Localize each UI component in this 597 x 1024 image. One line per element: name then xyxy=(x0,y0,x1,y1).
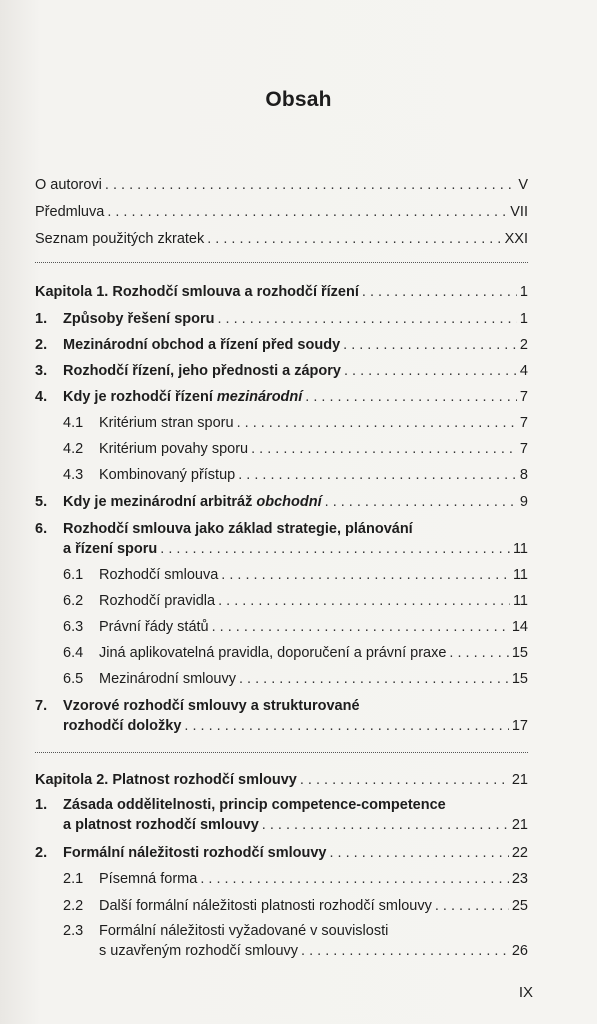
leader-dots xyxy=(305,388,517,406)
toc-entry-label: rozhodčí doložky xyxy=(63,718,182,734)
toc-entry xyxy=(35,487,528,511)
toc-entry xyxy=(35,382,528,406)
toc-entry-label: Formální náležitosti vyžadované v souvislosti xyxy=(99,923,389,939)
toc-entry xyxy=(35,330,528,354)
toc-entry xyxy=(35,838,528,862)
toc-entry xyxy=(63,711,528,735)
toc-entry-number: 2.1 xyxy=(63,871,84,887)
toc-entry xyxy=(35,224,528,248)
toc-entry-label: Další formální náležitosti platnosti rozhodčí smlouvy xyxy=(99,898,432,914)
toc-page-number: 8 xyxy=(519,467,528,483)
toc-page-number: 2 xyxy=(519,337,528,353)
toc-page-number: 15 xyxy=(511,645,528,661)
toc-entry xyxy=(35,356,528,380)
toc-entry xyxy=(35,197,528,221)
leader-dots xyxy=(325,493,517,511)
leader-dots xyxy=(207,230,501,248)
toc-subentry xyxy=(99,936,528,960)
leader-dots xyxy=(221,566,510,584)
leader-dots xyxy=(238,466,517,484)
toc-entry-number: 2.3 xyxy=(63,923,84,939)
toc-entry-label: Rozhodčí pravidla xyxy=(99,593,216,609)
section-divider xyxy=(35,752,528,753)
toc-subentry xyxy=(63,664,528,688)
toc-page-number: 9 xyxy=(519,494,528,510)
toc-page-number: 7 xyxy=(519,415,528,431)
leader-dots xyxy=(107,203,507,221)
toc-entry-label: Kapitola 1. Rozhodčí smlouva a rozhodčí řízení xyxy=(35,284,359,300)
toc-entry-label: Seznam použitých zkratek xyxy=(35,231,205,247)
toc-entry-number: 7. xyxy=(35,698,48,714)
toc-subentry xyxy=(63,408,528,432)
toc-subentry xyxy=(63,891,528,915)
toc-page-number: 26 xyxy=(511,943,528,959)
leader-dots xyxy=(184,717,508,735)
toc-entry-number: 4.2 xyxy=(63,441,84,457)
leader-dots xyxy=(237,414,517,432)
toc-subentry xyxy=(63,612,528,636)
leader-dots xyxy=(251,440,517,458)
toc-entry-label: Předmluva xyxy=(35,204,105,220)
toc-page-number: 25 xyxy=(511,898,528,914)
toc-page-number: 1 xyxy=(519,311,528,327)
toc-page-number: 22 xyxy=(511,845,528,861)
toc-subentry xyxy=(63,864,528,888)
toc-entry-label: Rozhodčí smlouva jako základ strategie, plánování xyxy=(63,521,413,537)
toc-entry-number: 2. xyxy=(35,337,48,353)
toc-page-number: 1 xyxy=(519,284,528,300)
toc-entry-label: Kritérium povahy sporu xyxy=(99,441,249,457)
toc-subentry xyxy=(63,434,528,458)
toc-entry-label: Mezinárodní obchod a řízení před soudy xyxy=(63,337,341,353)
toc-entry-label: Kombinovaný přístup xyxy=(99,467,236,483)
toc-page-number: 23 xyxy=(511,871,528,887)
toc-entry-label: Formální náležitosti rozhodčí smlouvy xyxy=(63,845,327,861)
toc-page-number: 11 xyxy=(512,541,528,557)
leader-dots xyxy=(329,844,508,862)
toc-entry-label: Rozhodčí řízení, jeho přednosti a zápory xyxy=(63,363,341,379)
leader-dots xyxy=(105,176,515,194)
toc-page-number: 4 xyxy=(519,363,528,379)
toc-entry-number: 4. xyxy=(35,389,48,405)
toc-entry-label: Jiná aplikovatelná pravidla, doporučení a právní praxe xyxy=(99,645,447,661)
toc-entry-number: 6.1 xyxy=(63,567,84,583)
toc-page-number: 17 xyxy=(511,718,528,734)
toc-entry-number: 6.3 xyxy=(63,619,84,635)
toc-entry-number: 1. xyxy=(35,797,48,813)
toc-entry-number: 6.2 xyxy=(63,593,84,609)
toc-entry-label: Kdy je rozhodčí řízení mezinárodní xyxy=(63,389,303,405)
toc-entry-number: 4.3 xyxy=(63,467,84,483)
toc-entry-label: Písemná forma xyxy=(99,871,198,887)
leader-dots xyxy=(262,816,509,834)
toc-page-number: VII xyxy=(510,204,528,220)
leader-dots xyxy=(239,670,509,688)
toc-page-number: 21 xyxy=(511,817,528,833)
leader-dots xyxy=(343,336,517,354)
leader-dots xyxy=(212,618,509,636)
toc-entry-label: Právní řády států xyxy=(99,619,209,635)
toc-chapter-heading xyxy=(35,277,528,301)
toc-entry-number: 6.4 xyxy=(63,645,84,661)
toc-entry-label: Kdy je mezinárodní arbitráž obchodní xyxy=(63,494,322,510)
toc-page-number: 7 xyxy=(519,441,528,457)
toc-subentry xyxy=(63,586,528,610)
toc-entry-label: Kritérium stran sporu xyxy=(99,415,234,431)
toc-entry-number: 3. xyxy=(35,363,48,379)
toc-chapter-heading xyxy=(35,765,528,789)
toc-page-number: 15 xyxy=(511,671,528,687)
toc-entry-label: a platnost rozhodčí smlouvy xyxy=(63,817,259,833)
toc-page-number: 14 xyxy=(511,619,528,635)
toc-entry-label: O autorovi xyxy=(35,177,102,193)
toc-subentry xyxy=(63,638,528,662)
toc-subentry xyxy=(63,460,528,484)
leader-dots xyxy=(344,362,517,380)
leader-dots xyxy=(435,897,509,915)
leader-dots xyxy=(200,870,509,888)
toc-entry-number: 1. xyxy=(35,311,48,327)
leader-dots xyxy=(160,540,510,558)
toc-entry-label: Mezinárodní smlouvy xyxy=(99,671,236,687)
page-title: Obsah xyxy=(265,88,332,111)
toc-subentry xyxy=(63,560,528,584)
toc-page-number: 11 xyxy=(512,567,528,583)
section-divider xyxy=(35,262,528,263)
leader-dots xyxy=(449,644,508,662)
toc-page-number: V xyxy=(518,177,528,193)
toc-entry-label: Vzorové rozhodčí smlouvy a strukturované xyxy=(63,698,360,714)
leader-dots xyxy=(300,771,509,789)
leader-dots xyxy=(301,942,509,960)
toc-entry xyxy=(63,810,528,834)
toc-entry-label: Způsoby řešení sporu xyxy=(63,311,215,327)
leader-dots xyxy=(218,592,510,610)
toc-entry xyxy=(35,304,528,328)
toc-page-number: 21 xyxy=(511,772,528,788)
toc-entry xyxy=(35,170,528,194)
toc-entry-number: 6. xyxy=(35,521,48,537)
toc-entry xyxy=(63,534,528,558)
toc-page-number: 7 xyxy=(519,389,528,405)
toc-entry-number: 6.5 xyxy=(63,671,84,687)
toc-entry-label: Rozhodčí smlouva xyxy=(99,567,219,583)
leader-dots xyxy=(362,283,517,301)
page-number-folio: IX xyxy=(518,984,533,1001)
toc-entry-label: s uzavřeným rozhodčí smlouvy xyxy=(99,943,299,959)
toc-entry-label: a řízení sporu xyxy=(63,541,158,557)
toc-entry-number: 5. xyxy=(35,494,48,510)
toc-entry-number: 2.2 xyxy=(63,898,84,914)
leader-dots xyxy=(217,310,516,328)
toc-entry-number: 4.1 xyxy=(63,415,84,431)
toc-page-number: 11 xyxy=(512,593,528,609)
toc-entry-label: Kapitola 2. Platnost rozhodčí smlouvy xyxy=(35,772,297,788)
toc-page-number: XXI xyxy=(504,231,528,247)
toc-entry-number: 2. xyxy=(35,845,48,861)
toc-entry-label: Zásada oddělitelnosti, princip competence-competence xyxy=(63,797,446,813)
